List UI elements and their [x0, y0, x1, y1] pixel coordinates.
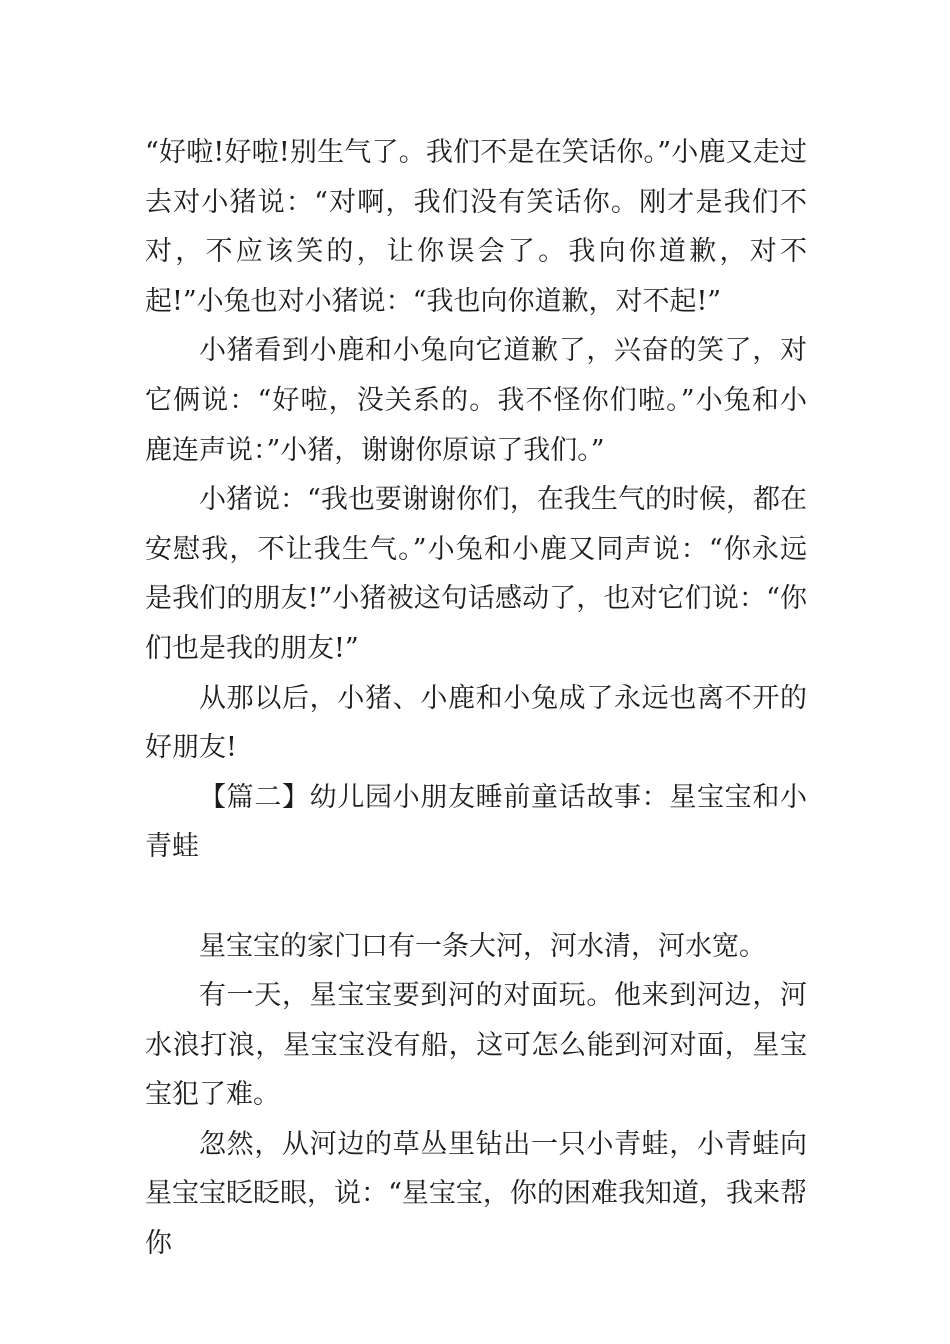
paragraph-friends: 小猪说：“我也要谢谢你们，在我生气的时候，都在安慰我，不让我生气。”小兔和小鹿又同声说：“你永远是我们的朋友!”小猪被这句话感动了，也对它们说：“你们也是我的朋友!” — [145, 484, 807, 664]
document-body — [145, 128, 807, 1269]
paragraph-apology: “好啦!好啦!别生气了。我们不是在笑话你。”小鹿又走过去对小猪说：“对啊，我们没有笑话你。刚才是我们不对，不应该笑的，让你误会了。我向你道歉，对不起!”小兔也对小猪说：“我也向你道歉，对不起!” — [145, 137, 807, 317]
paragraph-forgive: 小猪看到小鹿和小兔向它道歉了，兴奋的笑了，对它俩说：“好啦，没关系的。我不怪你们啦。”小兔和小鹿连声说：”小猪，谢谢你原谅了我们。” — [145, 335, 807, 466]
section-heading: 【篇二】幼儿园小朋友睡前童话故事：星宝宝和小青蛙 — [145, 781, 807, 863]
paragraph-ending: 从那以后，小猪、小鹿和小兔成了永远也离不开的好朋友! — [145, 682, 807, 764]
paragraph-one-day: 有一天，星宝宝要到河的对面玩。他来到河边，河水浪打浪，星宝宝没有船，这可怎么能到河对面，星宝宝犯了难。 — [145, 980, 807, 1111]
blank-line — [145, 872, 807, 922]
paragraph-frog: 忽然，从河边的草丛里钻出一只小青蛙，小青蛙向星宝宝眨眨眼，说：“星宝宝，你的困难我知道，我来帮你 — [145, 1128, 807, 1260]
paragraph-river: 星宝宝的家门口有一条大河，河水清，河水宽。 — [199, 930, 766, 962]
